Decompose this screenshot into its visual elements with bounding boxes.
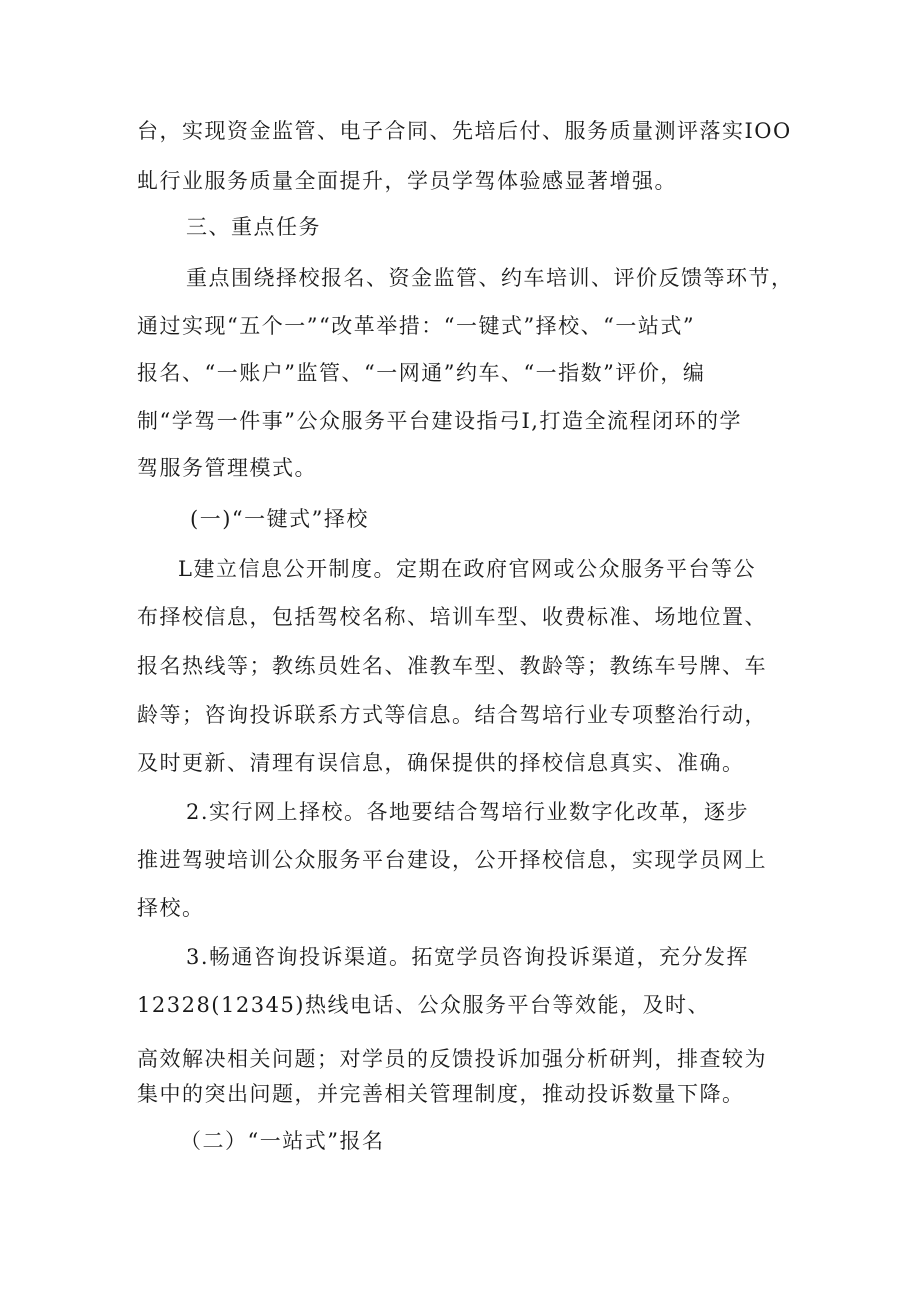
section-heading: 三、重点任务: [186, 215, 321, 239]
item-3-line: 高效解决相关问题；对学员的反馈投诉加强分析研判，排查较为: [137, 1047, 767, 1071]
item-1-line: L建立信息公开制度。定期在政府官网或公众服务平台等公: [178, 557, 756, 581]
intro-line-1: 台，实现资金监管、电子合同、先培后付、服务质量测评落实IOO: [137, 119, 792, 143]
subsection-heading: （二）“一站式”报名: [180, 1129, 385, 1153]
item-1-line: 报名热线等；教练员姓名、准教车型、教龄等；教练车号牌、车: [137, 654, 767, 678]
item-3-line: 3.畅通咨询投诉渠道。拓宽学员咨询投诉渠道，充分发挥: [186, 945, 750, 969]
paragraph-line: 重点围绕择校报名、资金监管、约车培训、评价反馈等环节，: [186, 266, 794, 290]
item-2-line: 2.实行网上择校。各地要结合驾培行业数字化改革，逐步: [186, 800, 750, 824]
item-3-line: 集中的突出问题，并完善相关管理制度，推动投诉数量下降。: [137, 1082, 745, 1106]
paragraph-line: 驾服务管理模式。: [137, 456, 317, 480]
paragraph-line: 制“学驾一件事”公众服务平台建设指弓I,打造全流程闭环的学: [137, 409, 742, 433]
intro-line-2: 虬行业服务质量全面提升，学员学驾体验感显著增强。: [137, 169, 677, 193]
paragraph-line: 报名、“一账户”监管、“一网通”约车、“一指数”评价，编: [137, 361, 706, 385]
item-1-line: 布择校信息，包括驾校名称、培训车型、收费标准、场地位置、: [137, 605, 767, 629]
item-1-line: 龄等；咨询投诉联系方式等信息。结合驾培行业专项整治行动，: [137, 703, 767, 727]
paragraph-line: 通过实现“五个一”“改革举措：“一键式”择校、“一站式”: [137, 314, 696, 338]
item-3-line: 12328(12345)热线电话、公众服务平台等效能，及时、: [137, 993, 710, 1017]
item-2-line: 推进驾驶培训公众服务平台建设，公开择校信息，实现学员网上: [137, 848, 767, 872]
item-2-line: 择校。: [137, 896, 205, 920]
subsection-heading: (一)“一键式”择校: [190, 507, 369, 531]
item-1-line: 及时更新、清理有误信息，确保提供的择校信息真实、准确。: [137, 751, 745, 775]
